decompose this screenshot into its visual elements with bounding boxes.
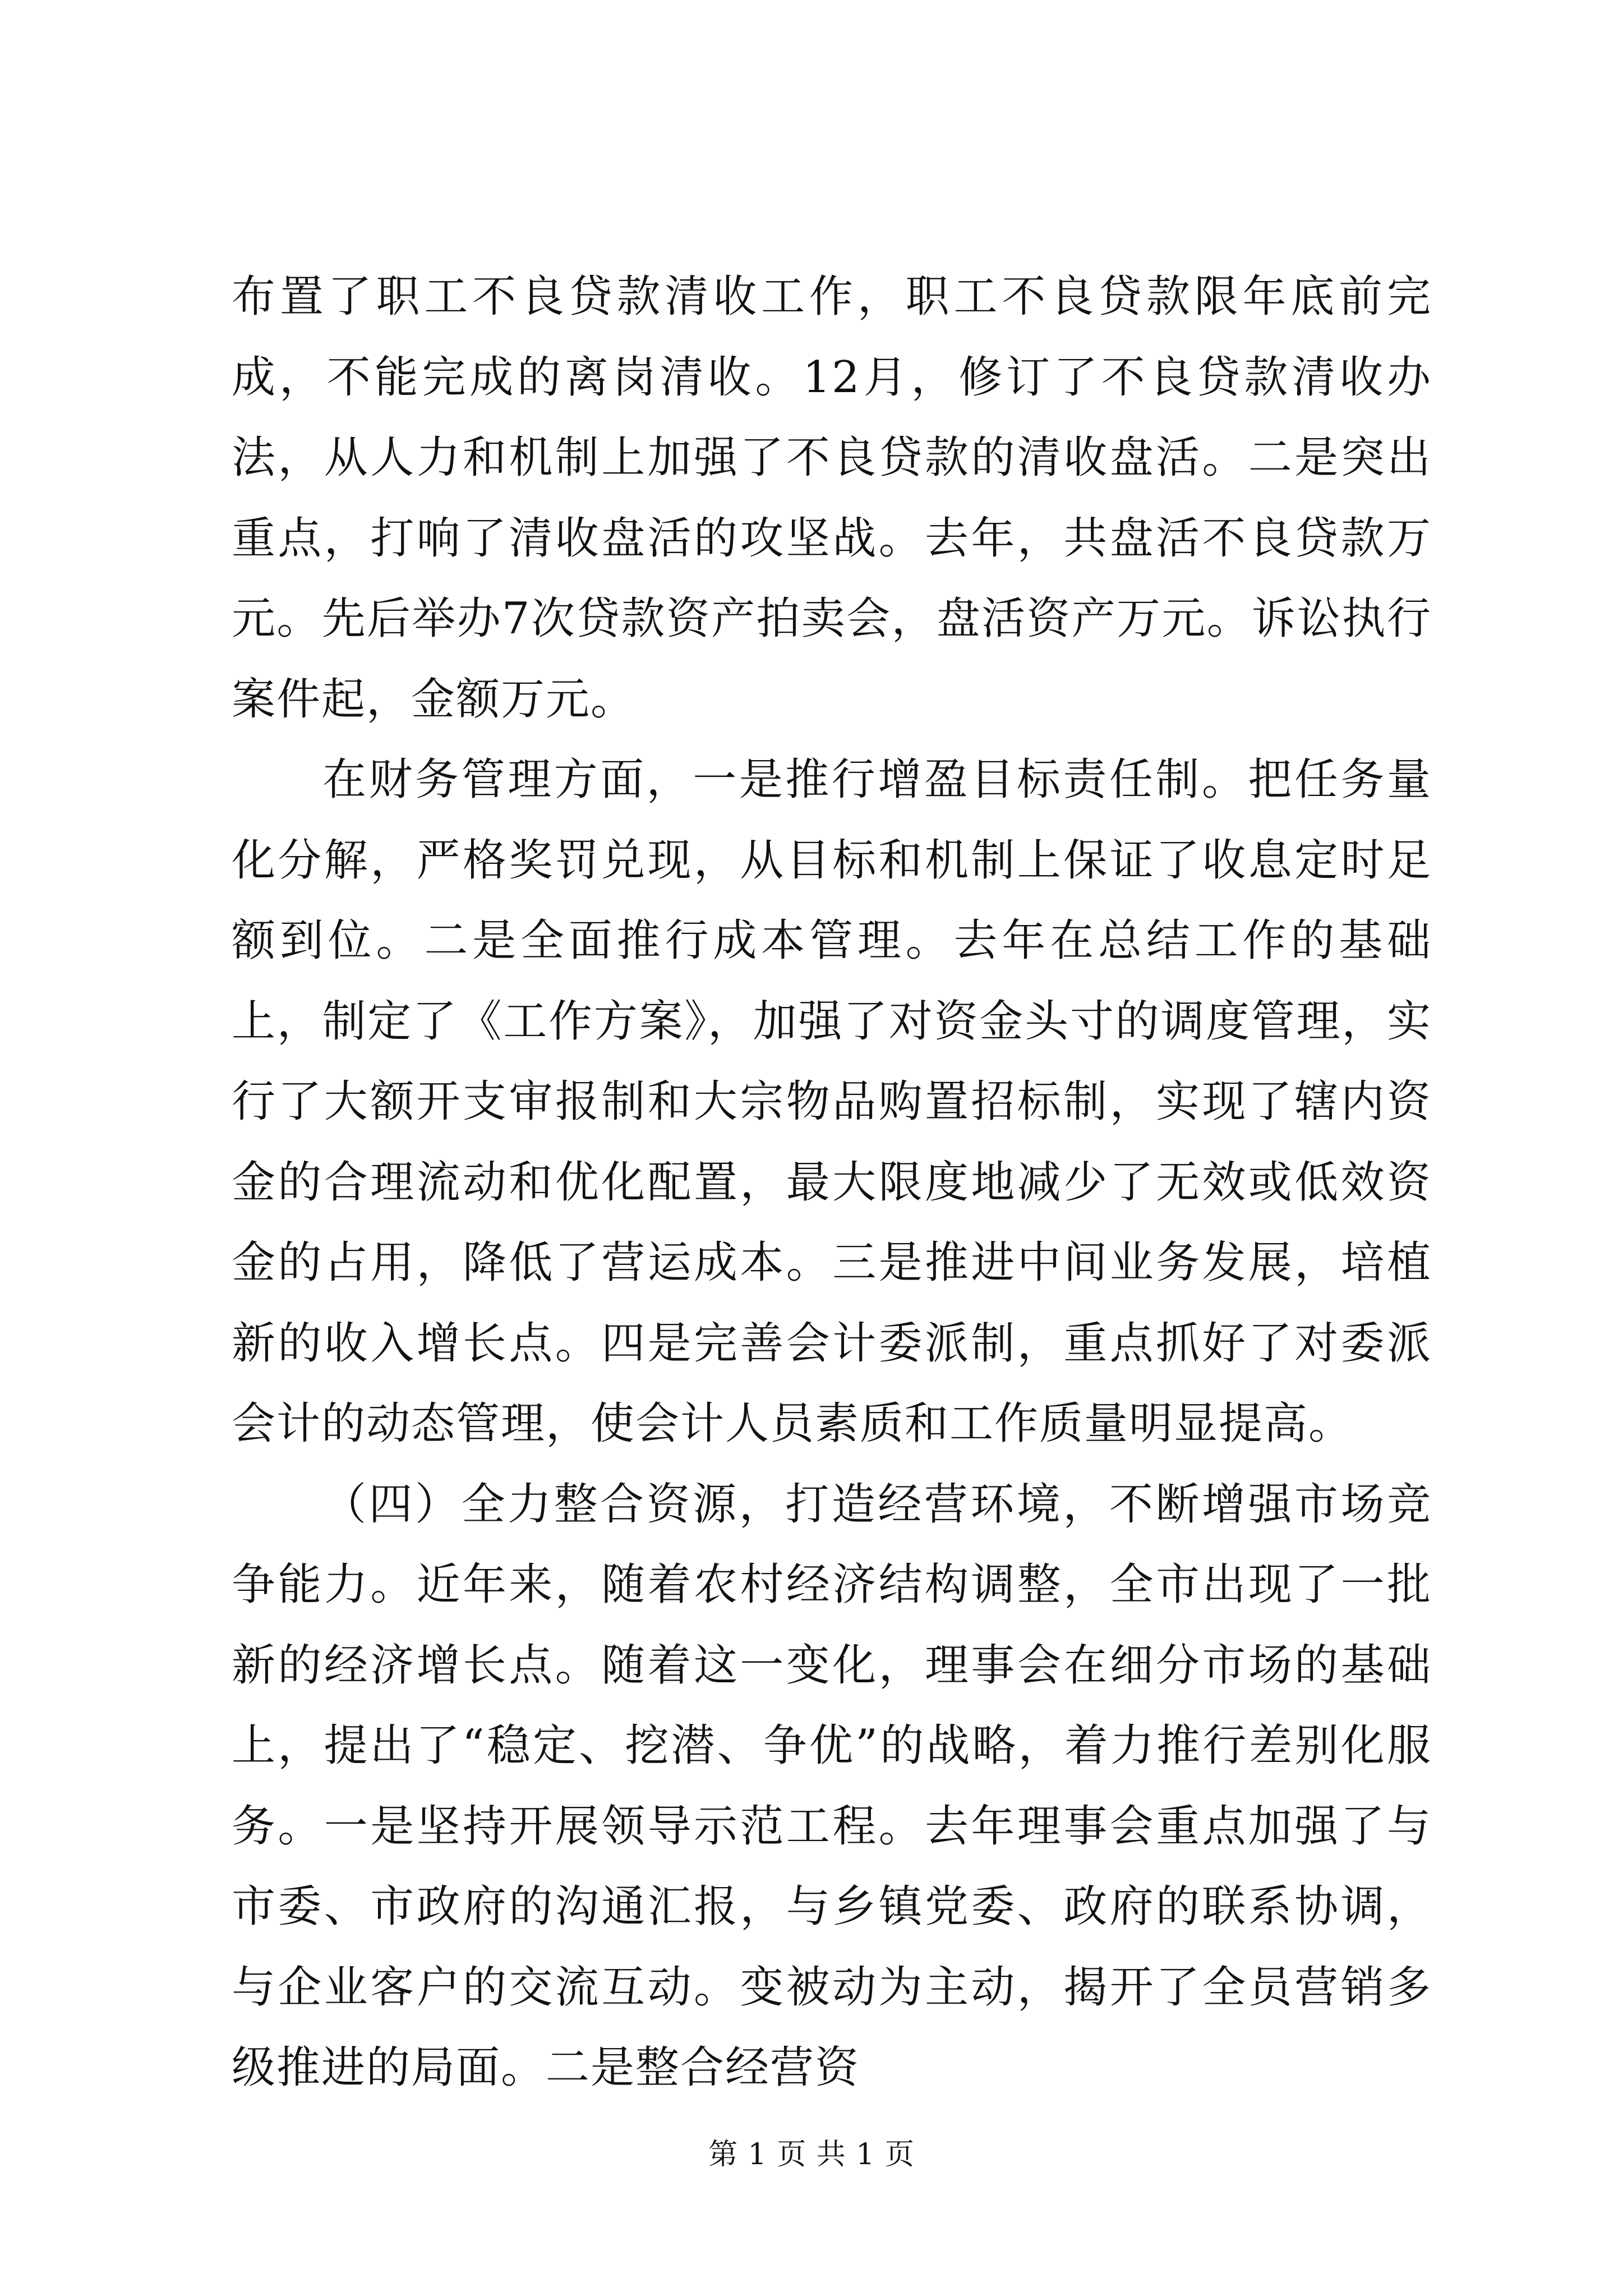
page-number-footer: 第 1 页 共 1 页	[708, 2138, 915, 2171]
paragraph-3: （四）全力整合资源，打造经营环境，不断增强市场竞争能力。近年来，随着农村经济结构调整，全市出现了一批新的经济增长点。随着这一变化，理事会在细分市场的基础上，提出了“稳定、挖潜、争优”的战略，着力推行差别化服务。一是坚持开展领导示范工程。去年理事会重点加强了与市委、市政府的沟通汇报，与乡镇党委、政府的联系协调，与企业客户的交流互动。变被动为主动，揭开了全员营销多级推进的局面。二是整合经营资	[232, 1479, 1432, 2093]
paragraph-2: 在财务管理方面，一是推行增盈目标责任制。把任务量化分解，严格奖罚兑现，从目标和机制上保证了收息定时足额到位。二是全面推行成本管理。去年在总结工作的基础上，制定了《工作方案》，加强了对资金头寸的调度管理，实行了大额开支审报制和大宗物品购置招标制，实现了辖内资金的合理流动和优化配置，最大限度地减少了无效或低效资金的占用，降低了营运成本。三是推进中间业务发展，培植新的收入增长点。四是完善会计委派制，重点抓好了对委派会计的动态管理，使会计人员素质和工作质量明显提高。	[232, 754, 1432, 1449]
document-body	[232, 257, 1432, 2109]
paragraph-1: 布置了职工不良贷款清收工作，职工不良贷款限年底前完成，不能完成的离岗清收。12月，修订了不良贷款清收办法，从人力和机制上加强了不良贷款的清收盘活。二是突出重点，打响了清收盘活的攻坚战。去年，共盘活不良贷款万元。先后举办7次贷款资产拍卖会，盘活资产万元。诉讼执行案件起，金额万元。	[232, 272, 1432, 725]
